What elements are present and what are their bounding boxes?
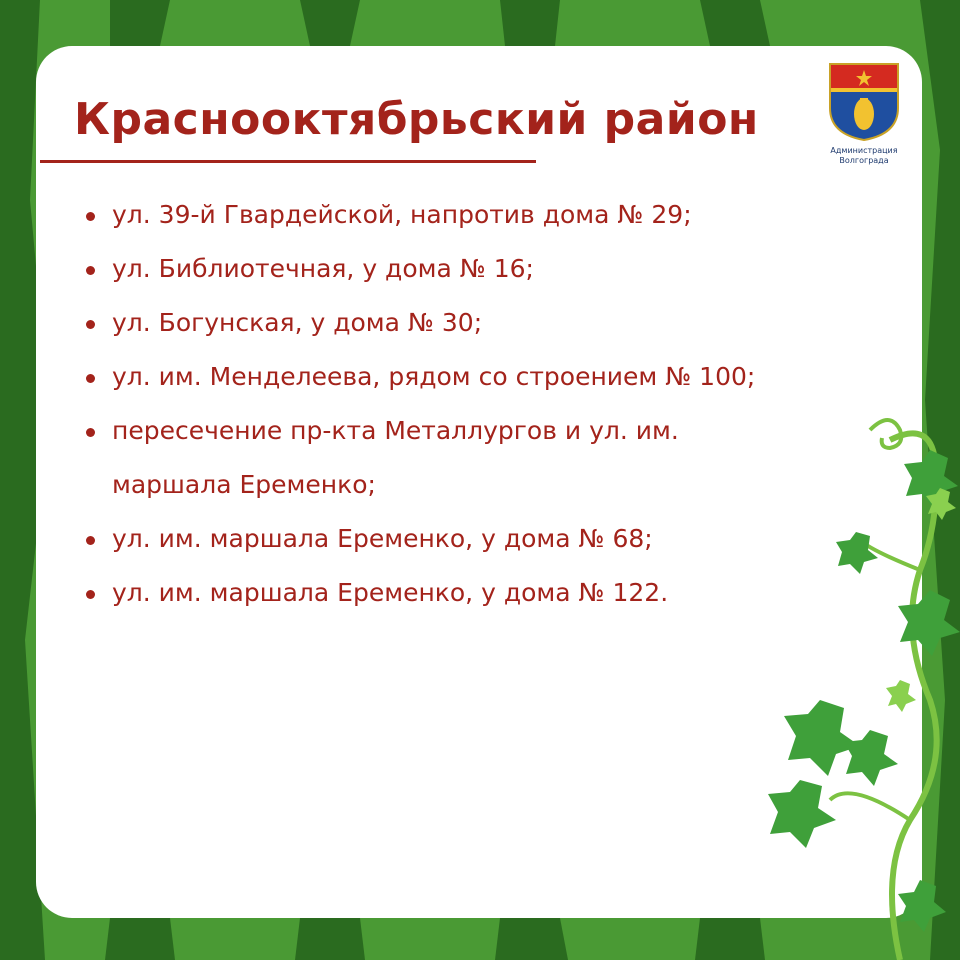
bullet-icon bbox=[86, 266, 95, 275]
bullet-icon bbox=[86, 212, 95, 221]
address-text: ул. им. маршала Еременко, у дома № 68; bbox=[112, 524, 653, 553]
coat-of-arms-icon bbox=[828, 62, 900, 142]
title-underline bbox=[40, 160, 536, 163]
bullet-icon bbox=[86, 320, 95, 329]
address-text: ул. 39-й Гвардейской, напротив дома № 29; bbox=[112, 200, 692, 229]
vine-leaves-icon bbox=[760, 400, 960, 960]
bullet-icon bbox=[86, 428, 95, 437]
bullet-icon bbox=[86, 374, 95, 383]
address-text: ул. им. маршала Еременко, у дома № 122. bbox=[112, 578, 669, 607]
address-text: пересечение пр-кта Металлургов и ул. им. маршала Еременко; bbox=[112, 416, 679, 499]
emblem-caption-line1: Администрация bbox=[830, 146, 898, 155]
bullet-icon bbox=[86, 536, 95, 545]
list-item bbox=[84, 188, 884, 242]
volgograd-emblem bbox=[828, 62, 900, 174]
address-text: ул. Богунская, у дома № 30; bbox=[112, 308, 483, 337]
emblem-caption-line2: Волгограда bbox=[839, 156, 889, 165]
list-item bbox=[84, 350, 884, 404]
bullet-icon bbox=[86, 590, 95, 599]
page-title: Краснооктябрьский район bbox=[74, 94, 759, 145]
list-item bbox=[84, 296, 884, 350]
address-text: ул. им. Менделеева, рядом со строением № 100; bbox=[112, 362, 756, 391]
address-text: ул. Библиотечная, у дома № 16; bbox=[112, 254, 534, 283]
list-item bbox=[84, 242, 884, 296]
